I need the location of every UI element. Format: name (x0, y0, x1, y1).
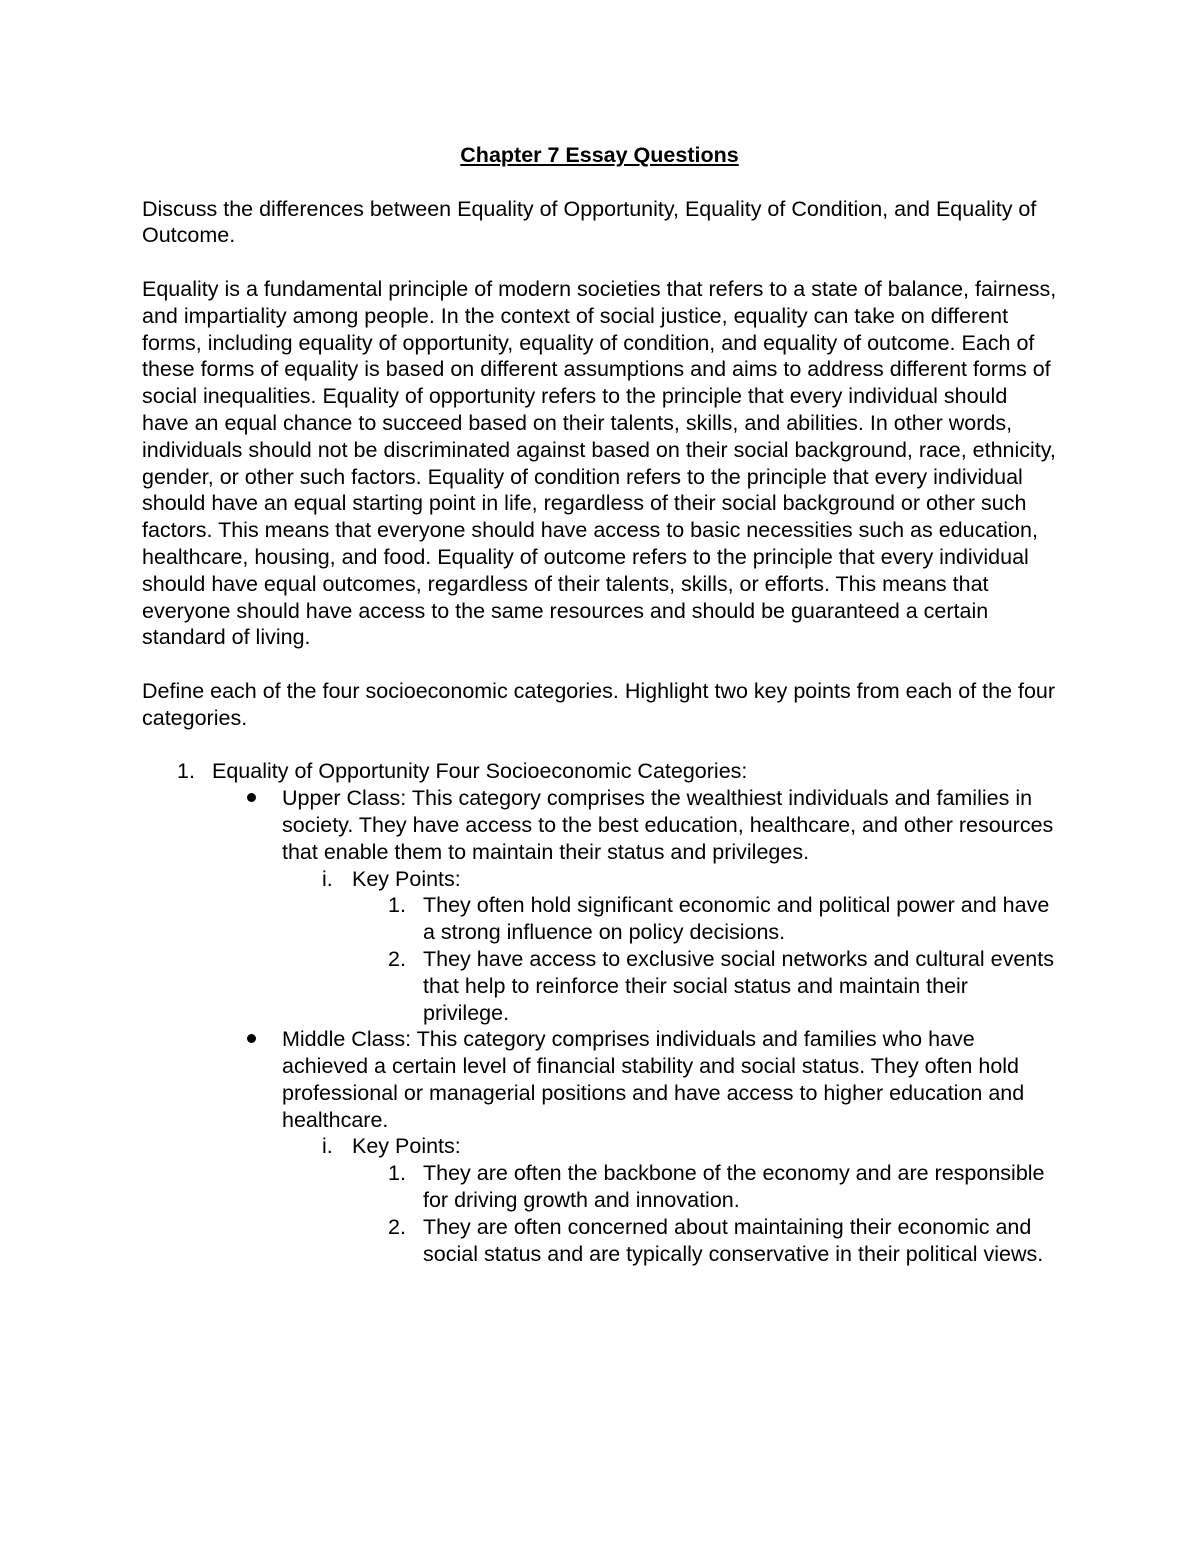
list-marker: 1. (177, 759, 195, 784)
list-marker: i. (322, 1134, 333, 1159)
page-title: Chapter 7 Essay Questions (460, 143, 739, 167)
bullet-icon (247, 1034, 256, 1043)
middle-point-1 (142, 1160, 1057, 1214)
bullet-upper-class (142, 785, 1057, 865)
upper-class-text: Upper Class: This category comprises the wealthiest individuals and families in society. They have access to the best education, healthcare, and other resources that enable them to maintain their status and privileges. (282, 786, 1054, 864)
point-text: They are often concerned about maintaining their economic and social status and are typically conservative in their political views. (423, 1214, 1044, 1266)
list-marker: i. (322, 866, 333, 891)
upper-point-1 (142, 892, 1057, 946)
list-item-text: Equality of Opportunity Four Socioeconomic Categories: (212, 759, 748, 784)
answer-1: Equality is a fundamental principle of modern societies that refers to a state of balance, fairness, and impartiality among people. In the context of social justice, equality can take on different forms, including equality of opportunity, equality of condition, and equality of outcome. Each of these forms of equality is based on different assumptions and aims to address different forms of social inequalities. Equality of opportunity refers to the principle that every individual should have an equal chance to succeed based on their talents, skills, and abilities. In other words, individuals should not be discriminated against based on their social background, race, ethnicity, gender, or other such factors. Equality of condition refers to the principle that every individual should have an equal starting point in life, regardless of their social background or other such factors. This means that everyone should have access to basic necessities such as education, healthcare, housing, and food. Equality of outcome refers to the principle that every individual should have equal outcomes, regardless of their talents, skills, or efforts. This means that everyone should have access to the same resources and should be guaranteed a certain standard of living. (142, 276, 1057, 650)
list-marker: 2. (388, 946, 406, 971)
middle-class-text: Middle Class: This category comprises individuals and families who have achieved a certain level of financial stability and social status. They often hold professional or managerial positions and have access to higher education and healthcare. (282, 1027, 1025, 1132)
key-points-label: Key Points: (352, 866, 461, 891)
list-marker: 1. (388, 893, 406, 918)
middle-key-points (142, 1133, 1057, 1160)
bullet-icon (247, 793, 256, 802)
question-1: Discuss the differences between Equality of Opportunity, Equality of Condition, and Equality of Outcome. (142, 196, 1037, 248)
point-text: They often hold significant economic and political power and have a strong influence on policy decisions. (423, 893, 1050, 945)
list-marker: 2. (388, 1214, 406, 1239)
point-text: They have access to exclusive social networks and cultural events that help to reinforce their social status and maintain their privilege. (423, 946, 1054, 1025)
key-points-label: Key Points: (352, 1134, 461, 1159)
question-2: Define each of the four socioeconomic categories. Highlight two key points from each of the four categories. (142, 678, 1056, 730)
list-item-1 (142, 758, 1057, 785)
upper-point-2 (142, 946, 1057, 1026)
upper-key-points (142, 866, 1057, 893)
document-page (142, 142, 1057, 1267)
list-marker: 1. (388, 1161, 406, 1186)
point-text: They are often the backbone of the economy and are responsible for driving growth and innovation. (423, 1161, 1045, 1213)
middle-point-2 (142, 1214, 1057, 1268)
bullet-middle-class (142, 1026, 1057, 1133)
